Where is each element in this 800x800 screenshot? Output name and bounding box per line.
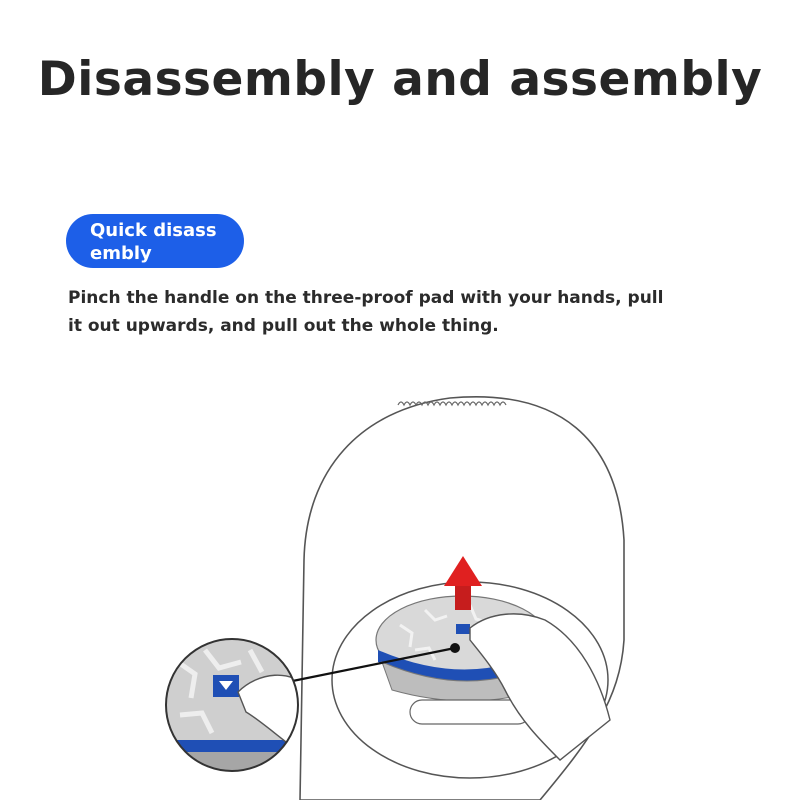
instruction-line1: Pinch the handle on the three-proof pad with your hands, pull xyxy=(68,288,664,308)
callout-dot xyxy=(450,643,460,653)
disassembly-illustration xyxy=(0,360,800,800)
badge-label-line2: embly xyxy=(90,243,152,264)
badge-label-line1: Quick disass xyxy=(90,220,217,241)
magnifier-callout xyxy=(160,635,310,792)
section-badge xyxy=(66,214,244,268)
handle-tab xyxy=(456,624,470,634)
instruction-text xyxy=(68,284,748,340)
page-title: Disassembly and assembly xyxy=(37,52,763,107)
instruction-line2: it out upwards, and pull out the whole thing. xyxy=(68,316,499,336)
